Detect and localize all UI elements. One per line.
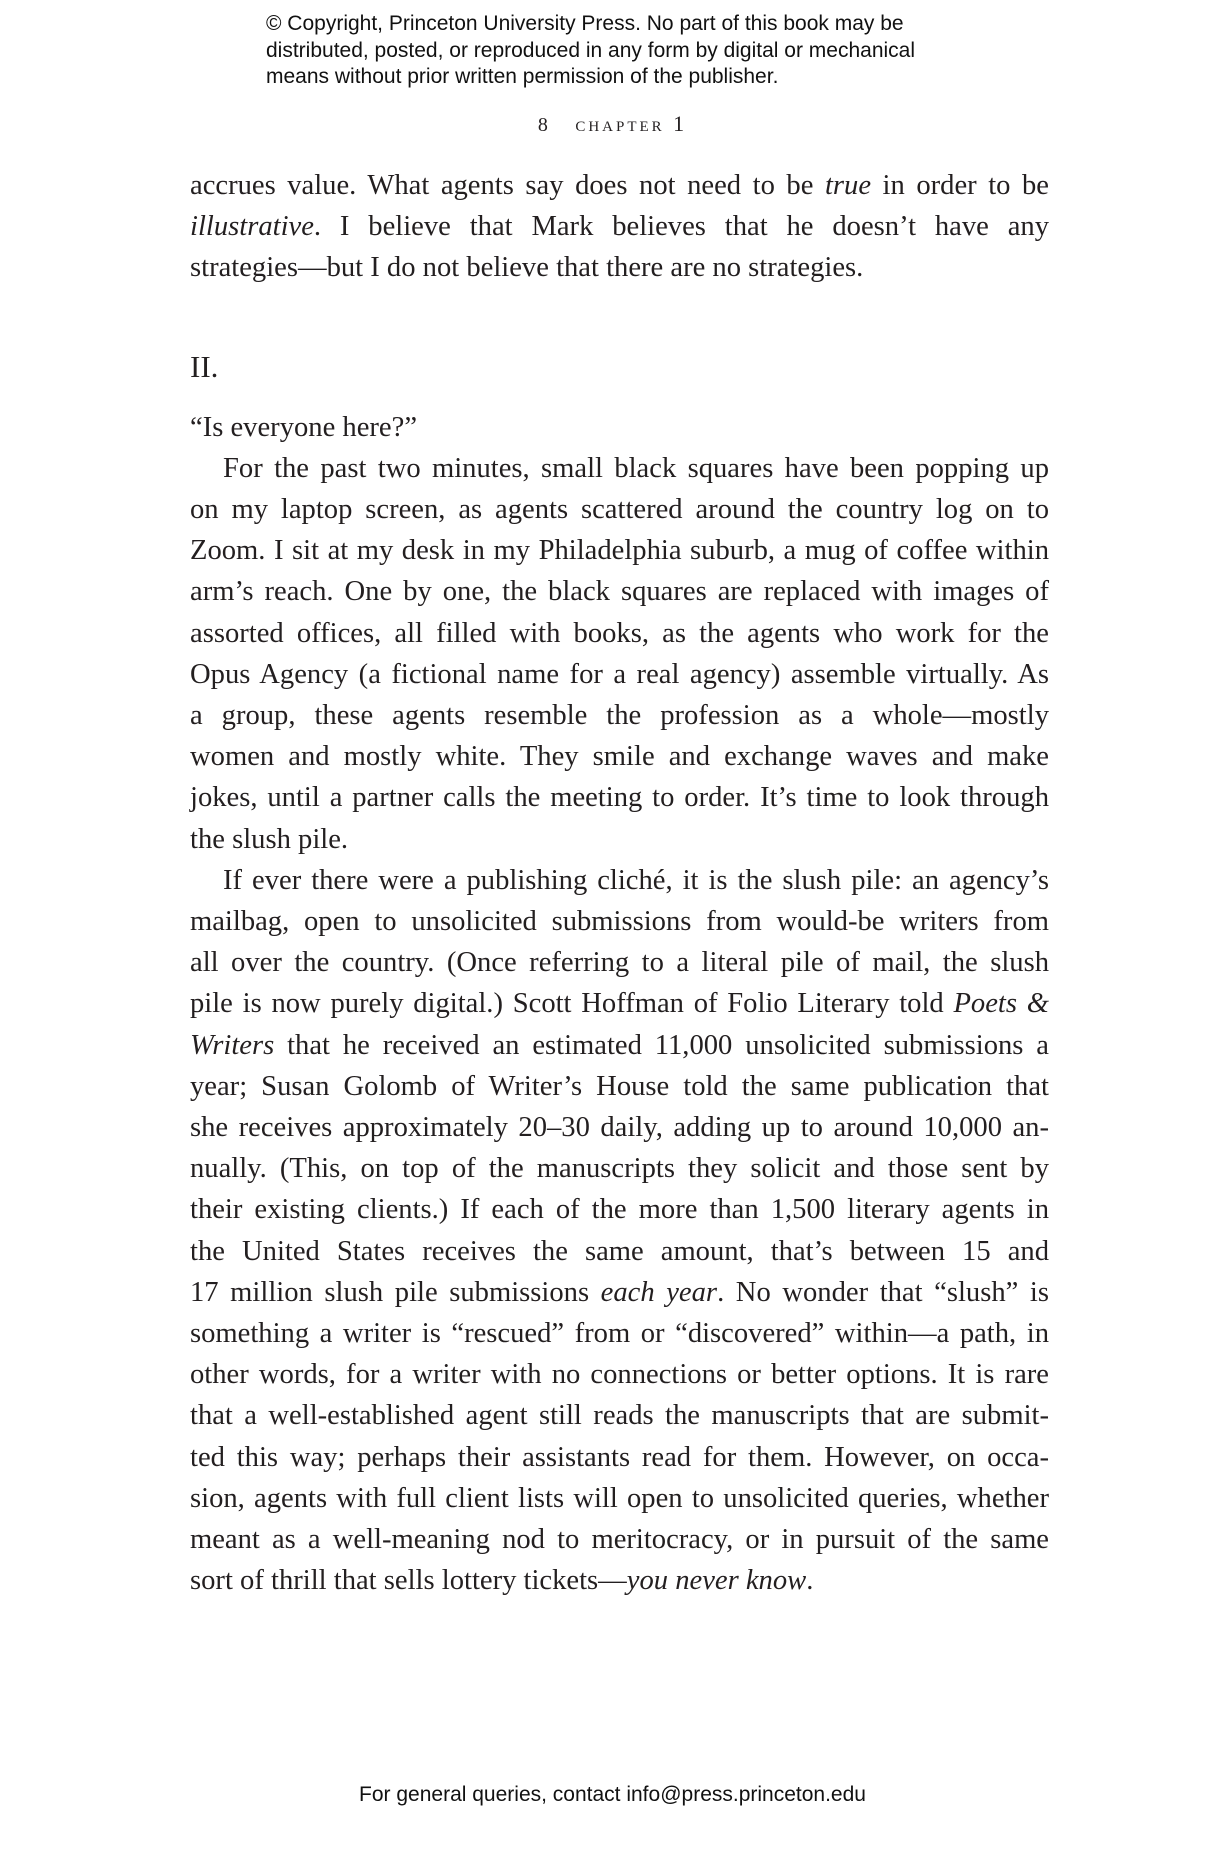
footer-contact: For general queries, contact info@press.princeton.edu — [359, 1783, 866, 1806]
text-line: 17 million slush pile submissions each year. No wonder that “slush” is — [190, 1276, 1049, 1308]
text-line: that a well-established agent still reads the manuscripts that are submit- — [190, 1400, 1049, 1432]
text-line: strategies—but I do not believe that there are no strategies. — [190, 252, 864, 284]
text-line: accrues value. What agents say does not need to be true in order to be — [190, 170, 1049, 201]
copyright-line: © Copyright, Princeton University Press. No part of this book may be — [266, 12, 904, 35]
text-line: year; Susan Golomb of Writer’s House told the same publication that — [190, 1070, 1049, 1102]
text-line: all over the country. (Once referring to a literal pile of mail, the slush — [190, 947, 1049, 979]
copyright-line: distributed, posted, or reproduced in any form by digital or mechanical — [266, 38, 916, 62]
paragraph — [190, 407, 1049, 448]
text-line: For the past two minutes, small black squares have been popping up — [223, 452, 1049, 484]
text-line: arm’s reach. One by one, the black squares are replaced with images of — [190, 576, 1049, 608]
page-number: 8 — [537, 114, 548, 136]
text-line: “Is everyone here?” — [190, 411, 418, 443]
paragraph — [190, 860, 1049, 1602]
text-line: Writers that he received an estimated 11,000 unsolicited submissions a — [190, 1029, 1049, 1061]
text-line: their existing clients.) If each of the more than 1,500 literary agents in — [190, 1194, 1049, 1226]
text-line: sort of thrill that sells lottery tickets—you never know. — [190, 1565, 814, 1597]
paragraph — [190, 448, 1049, 860]
text-line: jokes, until a partner calls the meeting to order. It’s time to look through — [190, 782, 1049, 814]
text-line: the United States receives the same amount, that’s between 15 and — [190, 1235, 1049, 1267]
paragraph — [190, 165, 1049, 289]
text-line: meant as a well-meaning nod to meritocracy, or in pursuit of the same — [190, 1524, 1049, 1556]
copyright-notice — [266, 11, 1026, 91]
text-line: pile is now purely digital.) Scott Hoffman of Folio Literary told Poets & — [190, 988, 1049, 1020]
text-line: Zoom. I sit at my desk in my Philadelphia suburb, a mug of coffee within — [190, 535, 1049, 567]
text-line: on my laptop screen, as agents scattered around the country log on to — [190, 494, 1049, 526]
text-line: If ever there were a publishing cliché, it is the slush pile: an agency’s — [223, 864, 1049, 896]
copyright-line: means without prior written permission of the publisher. — [266, 65, 779, 88]
section-heading: II. — [190, 348, 219, 384]
running-head — [0, 111, 1225, 137]
text-line: illustrative. I believe that Mark believes that he doesn’t have any — [190, 211, 1049, 243]
text-line: the slush pile. — [190, 823, 349, 855]
text-line: Opus Agency (a fictional name for a real agency) assemble virtually. As — [190, 658, 1049, 690]
text-line: mailbag, open to unsolicited submissions from would-be writers from — [190, 906, 1049, 938]
text-line: she receives approximately 20–30 daily, adding up to around 10,000 an- — [190, 1112, 1049, 1144]
text-line: something a writer is “rescued” from or “discovered” within—a path, in — [190, 1318, 1049, 1350]
text-line: a group, these agents resemble the profession as a whole—mostly — [190, 700, 1049, 732]
text-line: nually. (This, on top of the manuscripts they solicit and those sent by — [190, 1153, 1049, 1185]
body-text — [190, 165, 1049, 1602]
text-line: ted this way; perhaps their assistants read for them. However, on occa- — [190, 1441, 1049, 1473]
text-line: sion, agents with full client lists will open to unsolicited queries, whether — [190, 1482, 1049, 1514]
text-line: other words, for a writer with no connections or better options. It is rare — [190, 1359, 1049, 1391]
text-line: assorted offices, all filled with books, as the agents who work for the — [190, 617, 1049, 649]
text-line: women and mostly white. They smile and exchange waves and make — [190, 741, 1049, 773]
chapter-label: chapter 1 — [575, 111, 688, 136]
